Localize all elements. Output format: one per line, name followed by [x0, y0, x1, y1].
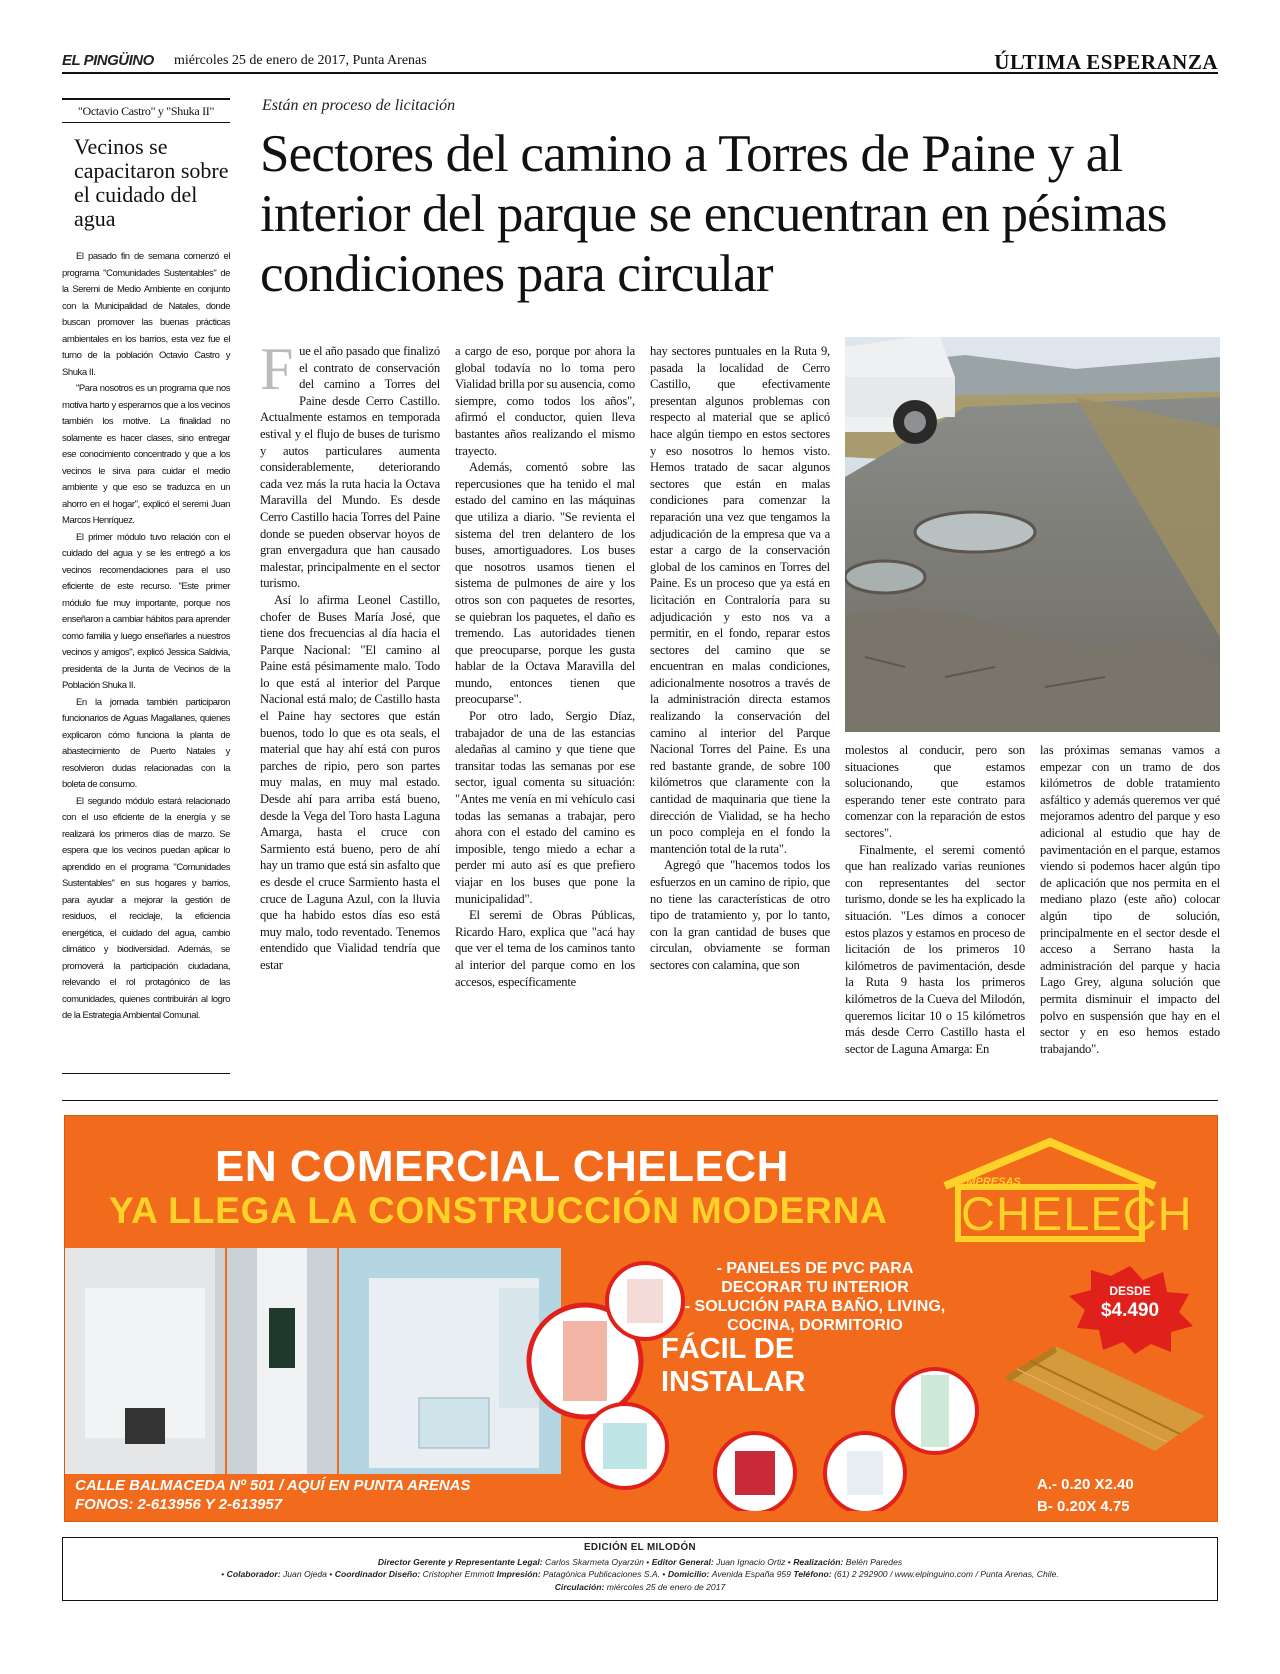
interior-photo-1 [65, 1248, 225, 1474]
article-paragraph: Fue el año pasado que finalizó el contrato de conservación del camino a Torres del Paine desde Cerro Castillo. Actualmente estamos en temporada estival y el flujo de buses de turismo y autos particulares aumenta considerablemente, deteriorando cada vez más la ruta hacia la Octava Maravilla del Mundo. Es desde Cerro Castillo hacia Torres del Paine donde se pueden observar hoyos de gran envergadura que han causado malestar, principalmente en el sector turismo. [260, 336, 440, 591]
section-title: ÚLTIMA ESPERANZA [994, 50, 1218, 74]
sidebar-paragraph: El pasado fin de semana comenzó el programa "Comunidades Sustentables" de la Seremi de Medio Ambiente en conjunto con la Municipalidad de Natales, donde buscan promover las buenas prácticas ambientales en los barrios, esta vez fue el turno de la población Octavio Castro y Shuka II. [62, 251, 230, 378]
phone-line: FONOS: 2-613956 Y 2-613957 [75, 1496, 283, 1513]
pvc-plank-image [995, 1336, 1215, 1456]
sidebar-paragraph: El primer módulo tuvo relación con el cuidado del agua y se les entregó a los vecinos recomendaciones para el uso eficiente de este recurso. "Este primer módulo fue muy importante, porque nos enseñaron a cambiar hábitos para aprender como familia y luego enseñarles a nuestros vecinos y amigos", explicó Jessica Saldivia, presidenta de la Junta de Vecinos de la Población Shuka II. [62, 531, 230, 691]
sidebar-kicker: "Octavio Castro" y "Shuka II" [62, 98, 230, 123]
newspaper-logo: EL PINGÜINO [62, 52, 154, 69]
article-paragraph: Así lo afirma Leonel Castillo, chofer de Buses María José, que tiene dos frecuencias al día hacia el Parque Nacional: "El camino al Paine está pésimamente malo. Todo lo que está al interior del Parque Nacional está malo; de Castillo hasta el Paine hay sectores que están buenos, todo lo que es ota seals, el material que hay ahí está con puros parches de ripio, pero son partes muy malas, en muy mal estado. Desde ahí para arriba está bueno, desde la Vega del Toro hasta Laguna Amarga, hasta el cruce con Sarmiento está bueno, pero de ahí hay un tramo que está sin asfalto que es desde el cruce Sarmiento hasta el cruce de Laguna Azul, con la lluvia que ha habido estos días eso está muy malo, todo reventado. Tenemos entendido que Vialidad tendría que estar [260, 592, 440, 972]
chelech-logo [935, 1136, 1193, 1246]
logo-small-text: EMPRESAS [959, 1176, 1021, 1188]
article-column-4 [845, 742, 1025, 1083]
article-paragraph: Finalmente, el seremi comentó que han realizado varias reuniones con representantes del sector turismo, donde se les ha explicado la situación. "Les dimos a conocer estos plazos y estamos en proceso de licitación de los primeros 10 kilómetros de pavimentación, desde la Ruta 9 hasta los primeros kilómetros de la Cueva del Milodón, queremos licitar 10 o 15 kilómetros más desde Cerro Castillo hasta el sector de Laguna Amarga: En [845, 842, 1025, 1056]
easy-line: INSTALAR [661, 1366, 806, 1398]
credits-line-3: Circulación: miércoles 25 de enero de 2017 [554, 1581, 726, 1592]
sidebar-title: Vecinos se capacitaron sobre el cuidado del agua [74, 134, 229, 231]
interior-photo-2 [227, 1248, 337, 1474]
panel-sizes [1037, 1474, 1134, 1518]
advertisement [64, 1115, 1218, 1522]
address-line: CALLE BALMACEDA Nº 501 / AQUÍ EN PUNTA ARENAS [75, 1477, 471, 1494]
feature-line: DECORAR TU INTERIOR [721, 1279, 909, 1296]
size-b: B- 0.20X 4.75 [1037, 1498, 1130, 1515]
section-divider [62, 1100, 1218, 1101]
article-paragraph: Por otro lado, Sergio Díaz, trabajador de una de las estancias aledañas al camino y que tiene que transitar todas las semanas por ese sector, igual comenta su situación: "Antes me venía en mi vehículo casi todas las semanas a trabajar, pero ahora con el estado del camino es imposible, tengo miedo a echar a perder mi auto así es que prefiero viajar en los buses que pone la municipalidad". [455, 709, 635, 906]
sidebar-body [62, 249, 230, 1025]
credits-title: EDICIÓN EL MILODÓN [583, 1542, 697, 1553]
price-value: $4.490 [1100, 1300, 1160, 1321]
article-paragraph: El seremi de Obras Públicas, Ricardo Haro, explica que "acá hay que ver el tema de los caminos tanto al interior del parque como en los accesos, específicamente [455, 908, 635, 989]
article-column-3 [650, 343, 830, 1083]
article-column-1 [260, 336, 440, 1083]
article-paragraph: a cargo de eso, porque por ahora la global todavía no lo toma pero Vialidad brilla por su ausencia, como siempre, como todos los años", afirmó el conductor, quien lleva bastantes años realizando el mismo trayecto. [455, 344, 635, 458]
article-paragraph: las próximas semanas vamos a empezar con un tramo de dos kilómetros de doble tratamiento asfáltico y además queremos ver qué mejoramos adentro del parque y eso adicional al estudio que hay de pavimentación en el parque, estamos viendo si podemos hacer algún tipo de aplicación que nos permita en el mediano plazo (este año) colocar algún tipo de solución, principalmente en el sector desde el acceso a Serrano hasta la administración del parque y hacia Lago Grey, alguna solución que permita disminuir el impacto del polvo en suspensión que hay en el sector y en eso hemos estado trabajando". [1040, 743, 1220, 1056]
credits-line-1: Director Gerente y Representante Legal: Carlos Skarmeta Oyarzún • Editor General: Juan Ignacio Ortiz • Realización: Belén Paredes [377, 1556, 903, 1567]
ad-interior-photos [65, 1248, 561, 1474]
issue-date: miércoles 25 de enero de 2017, Punta Arenas [174, 53, 427, 68]
logo-big-text: CHELECH [961, 1187, 1193, 1240]
page-header [62, 50, 1218, 74]
drop-cap: F [260, 336, 294, 402]
article-paragraph: Además, comentó sobre las repercusiones que ha tenido el mal estado del camino en las máquinas que utiliza a diario. "Se revienta el sistema del tren delantero de los buses, amortiguadores. Los buses que nosotros usamos tienen el sistema de pulmones de aire y los otros son con paquetes de resortes, se quiebran los paquetes, el daño es tremendo. Las autoridades tienen que preocuparse, porque les gusta hablar de la Octava Maravilla del mundo, entonces tienen que preocuparse". [455, 460, 635, 707]
article-paragraph: Agregó que "hacemos todos los esfuerzos en un camino de ripio, que no tiene las características de otro tipo de tratamiento y, por lo tanto, con la gran cantidad de buses que circulan, obviamente se forman sectores con calamina, que son [650, 858, 830, 972]
article-headline: Sectores del camino a Torres de Paine y al interior del parque se encuentran en pésimas condiciones para circular [260, 125, 1167, 303]
ad-headline: EN COMERCIAL CHELECH [215, 1142, 789, 1191]
feature-line: - PANELES DE PVC PARA [716, 1260, 914, 1277]
sidebar-paragraph: "Para nosotros es un programa que nos motiva harto y esperamos que a los vecinos también los motive. La finalidad no solamente es hacer clases, sino entregar ese conocimiento concentrado y que a los vecinos le sirva para cuidar el medio ambiente y que eso se traduzca en un ahorro en el hogar", explicó el seremi Juan Marcos Henríquez. [62, 383, 230, 526]
article-paragraph: hay sectores puntuales en la Ruta 9, pasada la localidad de Cerro Castillo, que efectivamente presentan algunos problemas con respecto al material que se aplicó hace algún tiempo en estos sectores y eso nosotros lo hemos visto. Hemos tratado de sacar algunos sectores que están en malas condiciones para comenzar la reparación una vez que tengamos la adjudicación de la empresa que va a estar a cargo de la conservación global de los caminos en Torres del Paine. Es un proceso que ya está en licitación en Contraloría para su adjudicación y esto nos va a permitir, en el fondo, reparar estos sectores del camino que se encuentran en malas condiciones, adicionalmente nosotros a través de la administración directa estamos realizando la conservación del camino al interior del Parque Nacional Torres del Paine. Es una red bastante grande, de sobre 100 kilómetros que claramente con la cantidad de maquinaria que tiene la dirección de Vialidad, se ha hecho un poco compleja en el fondo la mantención total de la ruta". [650, 344, 830, 856]
credits-line-2: • Colaborador: Juan Ojeda • Coordinador Diseño: Cristopher Emmott Impresión: Patagónica Publicaciones S.A. • Domicilio: Avenida España 959 Teléfono: (61) 2 292900 / www.elpinguino.com / Punta Arenas, Chile. [221, 1569, 1059, 1579]
price-label: DESDE [1109, 1284, 1151, 1298]
sidebar-story [62, 98, 230, 1074]
store-address [75, 1476, 471, 1514]
credits-box [62, 1537, 1218, 1601]
feature-line: COCINA, DORMITORIO [727, 1317, 903, 1334]
sidebar-paragraph: El segundo módulo estará relacionado con el uso eficiente de la energía y se realizará los primeros días de marzo. Se espera que los vecinos puedan aplicar lo aprendido en el programa "Comunidades Sustentables" en sus hogares y barrios, para ayudar a mejorar la gestión de residuos, el reciclaje, la eficiencia energética, el cuidado del agua, cambio climático y biodiversidad. Además, se promoverá la participación ciudadana, relevando el rol protagónico de las comunidades, quienes contribuirán al logro de la Estrategia Ambiental Comunal. [62, 795, 230, 1021]
article-column-2 [455, 343, 635, 1083]
article-kicker: Están en proceso de licitación [262, 97, 456, 114]
ad-subheadline: YA LLEGA LA CONSTRUCCIÓN MODERNA [109, 1190, 888, 1231]
easy-install-text [661, 1333, 805, 1399]
easy-line: FÁCIL DE [661, 1333, 795, 1365]
size-a: A.- 0.20 X2.40 [1037, 1476, 1134, 1493]
ad-features [655, 1259, 975, 1335]
article-paragraph: molestos al conducir, pero son situaciones que estamos solucionando, que estamos esperando tener este contrato para comenzar con la reparación de estos sectores". [845, 743, 1025, 840]
sidebar-paragraph: En la jornada también participaron funcionarios de Aguas Magallanes, quienes explicaron cómo funciona la planta de abastecimiento de Puerto Natales y resolvieron dudas relacionadas con la boleta de consumo. [62, 696, 230, 790]
feature-line: - SOLUCIÓN PARA BAÑO, LIVING, [684, 1298, 946, 1315]
article-column-5 [1040, 742, 1220, 1083]
road-photo [845, 337, 1220, 732]
